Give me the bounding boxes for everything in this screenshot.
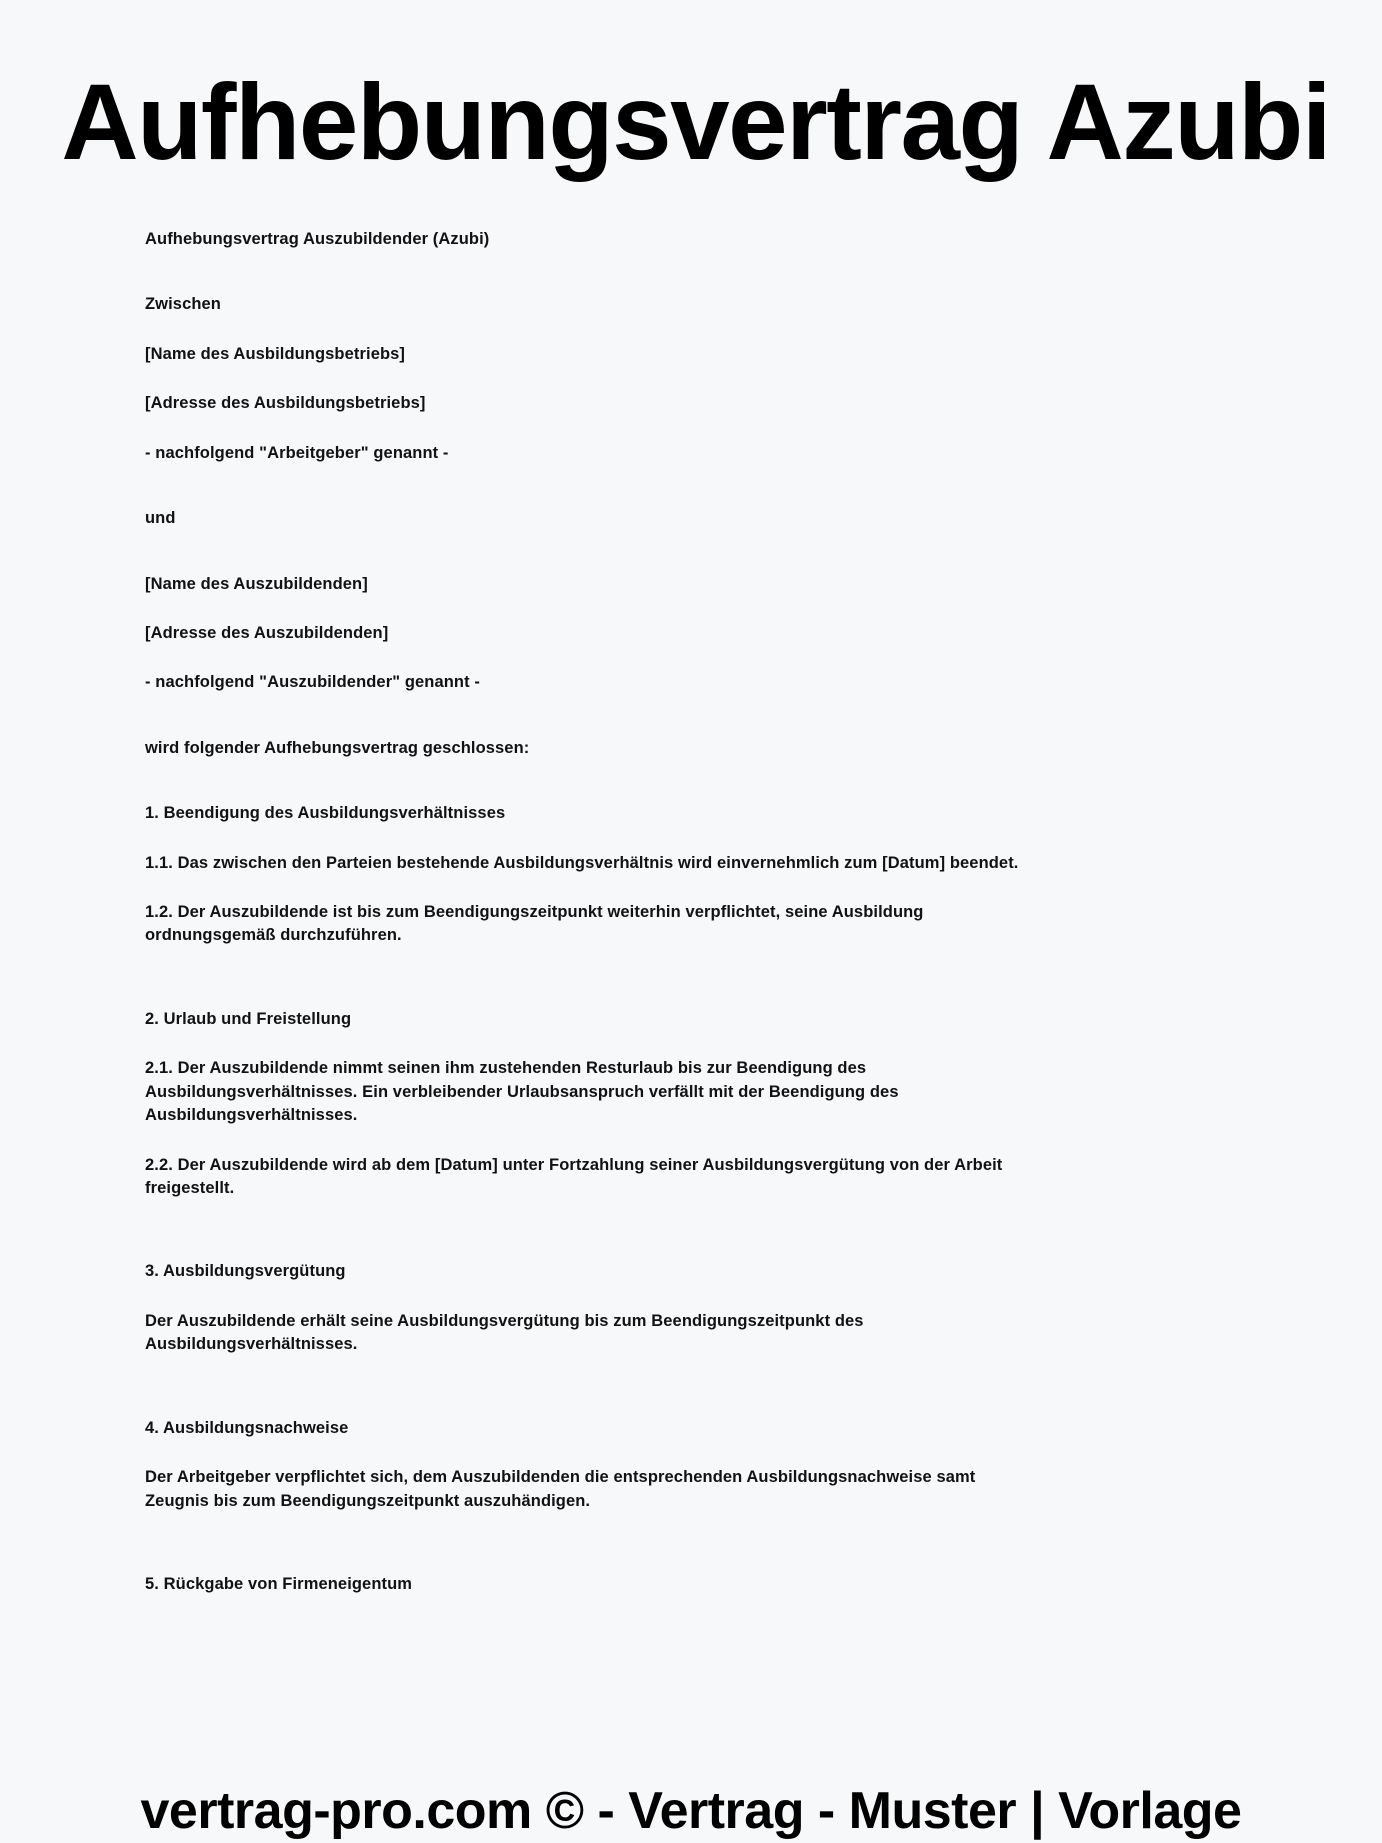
parties-and-label: und	[145, 509, 176, 528]
trainee-reference-line: - nachfolgend "Auszubildender" genannt -	[145, 673, 480, 692]
spacer	[145, 465, 1020, 507]
site-footer: vertrag-pro.com © - Vertrag - Muster | Vorlage	[140, 1781, 1242, 1840]
spacer	[145, 875, 1020, 901]
spacer	[145, 366, 1020, 392]
clause-1-2: 1.2. Der Auszubildende ist bis zum Beendigungszeitpunkt weiterhin verpflichtet, seine Ausbildung ordnungsgemäß durchzuführen.	[145, 903, 924, 945]
spacer	[145, 1513, 1020, 1573]
clause-1-1: 1.1. Das zwischen den Parteien bestehende Ausbildungsverhältnis wird einvernehmlich zum [Datum] beendet.	[145, 853, 1019, 872]
spacer	[145, 416, 1020, 442]
spacer	[145, 1031, 1020, 1057]
spacer	[145, 1284, 1020, 1310]
section-heading-1: 1. Beendigung des Ausbildungsverhältnisses	[145, 804, 506, 823]
parties-between-label: Zwischen	[145, 295, 221, 314]
clause-2-2: 2.2. Der Auszubildende wird ab dem [Datum] unter Fortzahlung seiner Ausbildungsvergütung von der Arbeit freigestellt.	[145, 1155, 1003, 1198]
spacer	[145, 1128, 1020, 1154]
spacer	[145, 251, 1020, 293]
spacer	[145, 1440, 1020, 1466]
document-body	[0, 228, 1382, 1596]
spacer	[145, 695, 1020, 737]
clause-3-1: Der Auszubildende erhält seine Ausbildungsvergütung bis zum Beendigungszeitpunkt des Ausbildungsverhältnisses.	[145, 1311, 864, 1354]
spacer	[145, 948, 1020, 1008]
document-heading: Aufhebungsvertrag Auszubildender (Azubi)	[145, 230, 490, 248]
section-heading-5: 5. Rückgabe von Firmeneigentum	[145, 1574, 413, 1593]
page-title: Aufhebungsvertrag Azubi	[61, 61, 1331, 182]
spacer	[145, 760, 1020, 802]
clause-4-1: Der Arbeitgeber verpflichtet sich, dem Auszubildenden die entsprechenden Ausbildungsnachweise samt Zeugnis bis zum Beendigungszeitpunkt auszuhändigen.	[145, 1468, 976, 1510]
spacer	[145, 645, 1020, 671]
section-heading-2: 2. Urlaub und Freistellung	[145, 1009, 352, 1028]
spacer	[145, 1357, 1020, 1417]
spacer	[145, 826, 1020, 852]
spacer	[145, 317, 1020, 343]
section-heading-3: 3. Ausbildungsvergütung	[145, 1262, 346, 1281]
spacer	[145, 531, 1020, 573]
employer-name-placeholder: [Name des Ausbildungsbetriebs]	[145, 344, 406, 363]
spacer	[145, 1200, 1020, 1260]
employer-address-placeholder: [Adresse des Ausbildungsbetriebs]	[145, 394, 426, 413]
intro-line: wird folgender Aufhebungsvertrag geschlossen:	[145, 738, 530, 757]
employer-reference-line: - nachfolgend "Arbeitgeber" genannt -	[145, 443, 449, 462]
spacer	[145, 596, 1020, 622]
section-heading-4: 4. Ausbildungsnachweise	[145, 1418, 349, 1437]
clause-2-1: 2.1. Der Auszubildende nimmt seinen ihm zustehenden Resturlaub bis zur Beendigung des Ausbildungsverhältnisses. Ein verbleibender Urlaubsanspruch verfällt mit der Beendigung des Ausbildungsverhältnisses.	[145, 1059, 899, 1125]
trainee-name-placeholder: [Name des Auszubildenden]	[145, 574, 368, 593]
trainee-address-placeholder: [Adresse des Auszubildenden]	[145, 623, 389, 642]
